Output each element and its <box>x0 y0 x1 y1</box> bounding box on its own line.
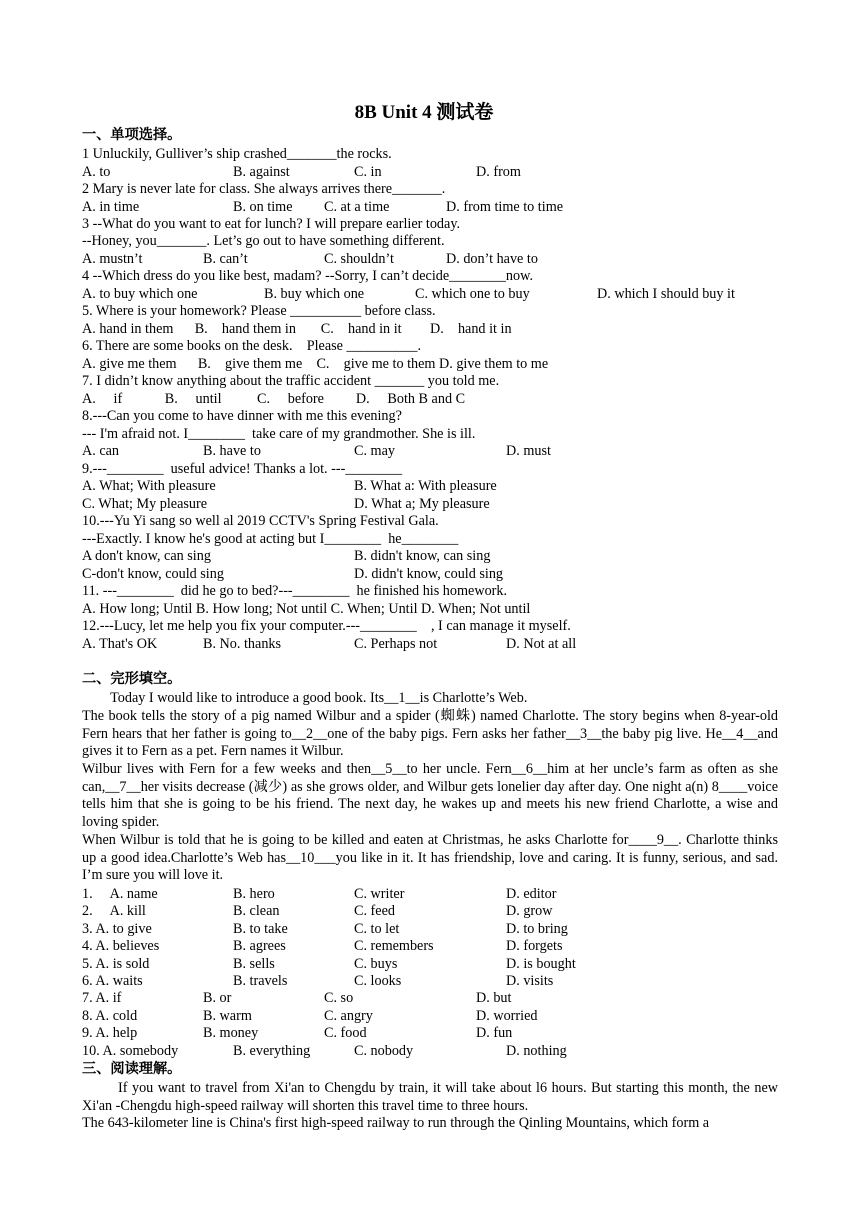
cloze-option: 9. A. help <box>82 1025 138 1042</box>
cloze-option: 4. A. believes <box>82 938 160 955</box>
question-6: 6. There are some books on the desk. Please __________. <box>82 338 421 354</box>
question-3: 3 --What do you want to eat for lunch? I will prepare earlier today. <box>82 216 461 232</box>
cloze-option: B. or <box>203 990 232 1007</box>
cloze-option: C. remembers <box>354 938 434 955</box>
cloze-option: D. grow <box>506 903 553 920</box>
section-heading-choice: 一、单项选择。 <box>82 127 182 143</box>
cloze-option: 6. A. waits <box>82 973 143 989</box>
cloze-option: C. writer <box>354 886 405 902</box>
question-7: 7. I didn’t know anything about the traffic accident _______ you told me. <box>82 373 500 389</box>
q4-option-a: A. to buy which one <box>82 286 198 302</box>
q2-option-c: C. at a time <box>324 199 390 215</box>
cloze-option: B. warm <box>203 1007 252 1024</box>
cloze-option: D. editor <box>506 886 557 902</box>
q12-option-b: B. No. thanks <box>203 636 282 652</box>
q2-option-d: D. from time to time <box>446 199 564 215</box>
q3-option-a: A. mustn’t <box>82 251 143 267</box>
question-10-reply: ---Exactly. I know he's good at acting but I________ he________ <box>82 531 459 547</box>
q12-option-d: D. Not at all <box>506 636 577 652</box>
cloze-option: D. to bring <box>506 920 568 937</box>
cloze-paragraph-3: When Wilbur is told that he is going to be killed and eaten at Christmas, he asks Charlotte for____9__. Charlotte thinks up a good idea.Charlotte’s Web has__10___you like in it. It has friendship, love and caring. It is funny, serious, and sad. I’m sure you will love it. <box>82 832 778 884</box>
cloze-option: C. buys <box>354 955 398 972</box>
question-3-reply: --Honey, you_______. Let’s go out to have something different. <box>82 233 445 249</box>
q2-option-b: B. on time <box>233 199 293 215</box>
cloze-option: C. angry <box>324 1007 373 1024</box>
q4-option-b: B. buy which one <box>264 286 365 302</box>
cloze-option: B. clean <box>233 903 280 920</box>
question-2: 2 Mary is never late for class. She always arrives there_______. <box>82 181 446 197</box>
q8-option-b: B. have to <box>203 443 261 459</box>
question-12: 12.---Lucy, let me help you fix your computer.---________ , I can manage it myself. <box>82 618 571 634</box>
cloze-paragraph-1: The book tells the story of a pig named Wilbur and a spider (蜘蛛) named Charlotte. The story begins when 8-year-old Fern hears that her father is going to__2__one of the baby pigs. Fern asks her father__3__the baby pig live. He__4__and gives it to Fern as a pet. Fern names it Wilbur. <box>82 708 778 760</box>
cloze-option: C. feed <box>354 903 395 920</box>
q8-option-c: C. may <box>354 443 395 459</box>
cloze-option: 3. A. to give <box>82 920 152 937</box>
q3-option-c: C. shouldn’t <box>324 251 394 267</box>
cloze-option: C. to let <box>354 920 400 937</box>
q11-options: A. How long; Until B. How long; Not until C. When; Until D. When; Not until <box>82 601 531 617</box>
q1-option-c: C. in <box>354 164 382 180</box>
q3-option-b: B. can’t <box>203 251 248 267</box>
q8-option-a: A. can <box>82 443 120 459</box>
q10-option-b: B. didn't know, can sing <box>354 548 491 564</box>
q12-option-c: C. Perhaps not <box>354 636 438 652</box>
cloze-option: B. hero <box>233 886 275 902</box>
reading-paragraph-2: The 643-kilometer line is China's first high-speed railway to run through the Qinling Mountains, which form a <box>82 1115 710 1131</box>
cloze-option: D. but <box>476 990 512 1007</box>
cloze-option: B. to take <box>233 920 288 937</box>
cloze-option: D. is bought <box>506 955 576 972</box>
cloze-option: D. nothing <box>506 1042 567 1059</box>
q6-options: A. give me them B. give them me C. give me to them D. give them to me <box>82 356 549 372</box>
cloze-intro: Today I would like to introduce a good book. Its__1__is Charlotte’s Web. <box>82 690 528 706</box>
cloze-option: B. agrees <box>233 938 286 955</box>
q8-option-d: D. must <box>506 443 551 459</box>
cloze-paragraph-2: Wilbur lives with Fern for a few weeks and then__5__to her uncle. Fern__6__him at her uncle’s farm as often as she can,__7__her visits decrease (减少) as she grows older, and Wilbur gets lonelier day after day. One night a(n) 8____voice tells him that she is going to be his friend. The next day, he wakes up and meets his new friend Charlotte, a wise and loving spider. <box>82 761 778 830</box>
cloze-option: D. worried <box>476 1007 538 1024</box>
page-title: 8B Unit 4 测试卷 <box>354 102 494 123</box>
q1-option-b: B. against <box>233 164 290 180</box>
section-heading-reading: 三、阅读理解。 <box>82 1061 182 1077</box>
cloze-option: C. food <box>324 1025 367 1042</box>
cloze-option: B. money <box>203 1025 259 1042</box>
q3-option-d: D. don’t have to <box>446 251 538 267</box>
q4-option-c: C. which one to buy <box>415 286 530 302</box>
q1-option-a: A. to <box>82 164 111 180</box>
cloze-option: B. travels <box>233 973 288 989</box>
q9-option-a: A. What; With pleasure <box>82 478 216 494</box>
q2-option-a: A. in time <box>82 199 140 215</box>
q4-option-d: D. which I should buy it <box>597 286 735 302</box>
question-9: 9.---________ useful advice! Thanks a lot. ---________ <box>82 461 403 477</box>
cloze-option: D. forgets <box>506 938 563 955</box>
cloze-option: B. sells <box>233 955 275 972</box>
q12-option-a: A. That's OK <box>82 636 158 652</box>
q9-option-b: B. What a: With pleasure <box>354 478 497 494</box>
q7-options: A. if B. until C. before D. Both B and C <box>82 391 466 407</box>
cloze-option: 1. A. name <box>82 886 158 902</box>
question-8-reply: --- I'm afraid not. I________ take care of my grandmother. She is ill. <box>82 426 476 442</box>
reading-paragraph-1: If you want to travel from Xi'an to Chengdu by train, it will take about l6 hours. But starting this month, the new Xi'an -Chengdu high-speed railway will shorten this travel time to three hours. <box>82 1080 782 1114</box>
q9-option-c: C. What; My pleasure <box>82 496 208 512</box>
question-11: 11. ---________ did he go to bed?---________ he finished his homework. <box>82 583 508 599</box>
q1-option-d: D. from <box>476 164 521 180</box>
cloze-option: 5. A. is sold <box>82 955 150 972</box>
question-10: 10.---Yu Yi sang so well al 2019 CCTV's Spring Festival Gala. <box>82 513 439 529</box>
question-1: 1 Unluckily, Gulliver’s ship crashed_______the rocks. <box>82 146 392 162</box>
section-heading-cloze: 二、完形填空。 <box>82 671 182 687</box>
q10-option-c: C-don't know, could sing <box>82 566 224 582</box>
question-5: 5. Where is your homework? Please __________ before class. <box>82 303 436 319</box>
cloze-option: C. so <box>324 990 354 1007</box>
cloze-option: 7. A. if <box>82 990 122 1007</box>
q10-option-d: D. didn't know, could sing <box>354 566 504 582</box>
cloze-option: 2. A. kill <box>82 903 146 920</box>
cloze-option: D. visits <box>506 973 554 989</box>
cloze-option: 8. A. cold <box>82 1007 138 1024</box>
cloze-option: B. everything <box>233 1042 311 1059</box>
cloze-option: D. fun <box>476 1025 513 1042</box>
q10-option-a: A don't know, can sing <box>82 548 211 564</box>
question-8: 8.---Can you come to have dinner with me this evening? <box>82 408 402 424</box>
cloze-option: 10. A. somebody <box>82 1042 179 1059</box>
q5-options: A. hand in them B. hand them in C. hand in it D. hand it in <box>82 321 512 337</box>
q9-option-d: D. What a; My pleasure <box>354 496 490 512</box>
cloze-option: C. nobody <box>354 1042 414 1059</box>
question-4: 4 --Which dress do you like best, madam? --Sorry, I can’t decide________now. <box>82 268 533 284</box>
cloze-option: C. looks <box>354 973 402 989</box>
